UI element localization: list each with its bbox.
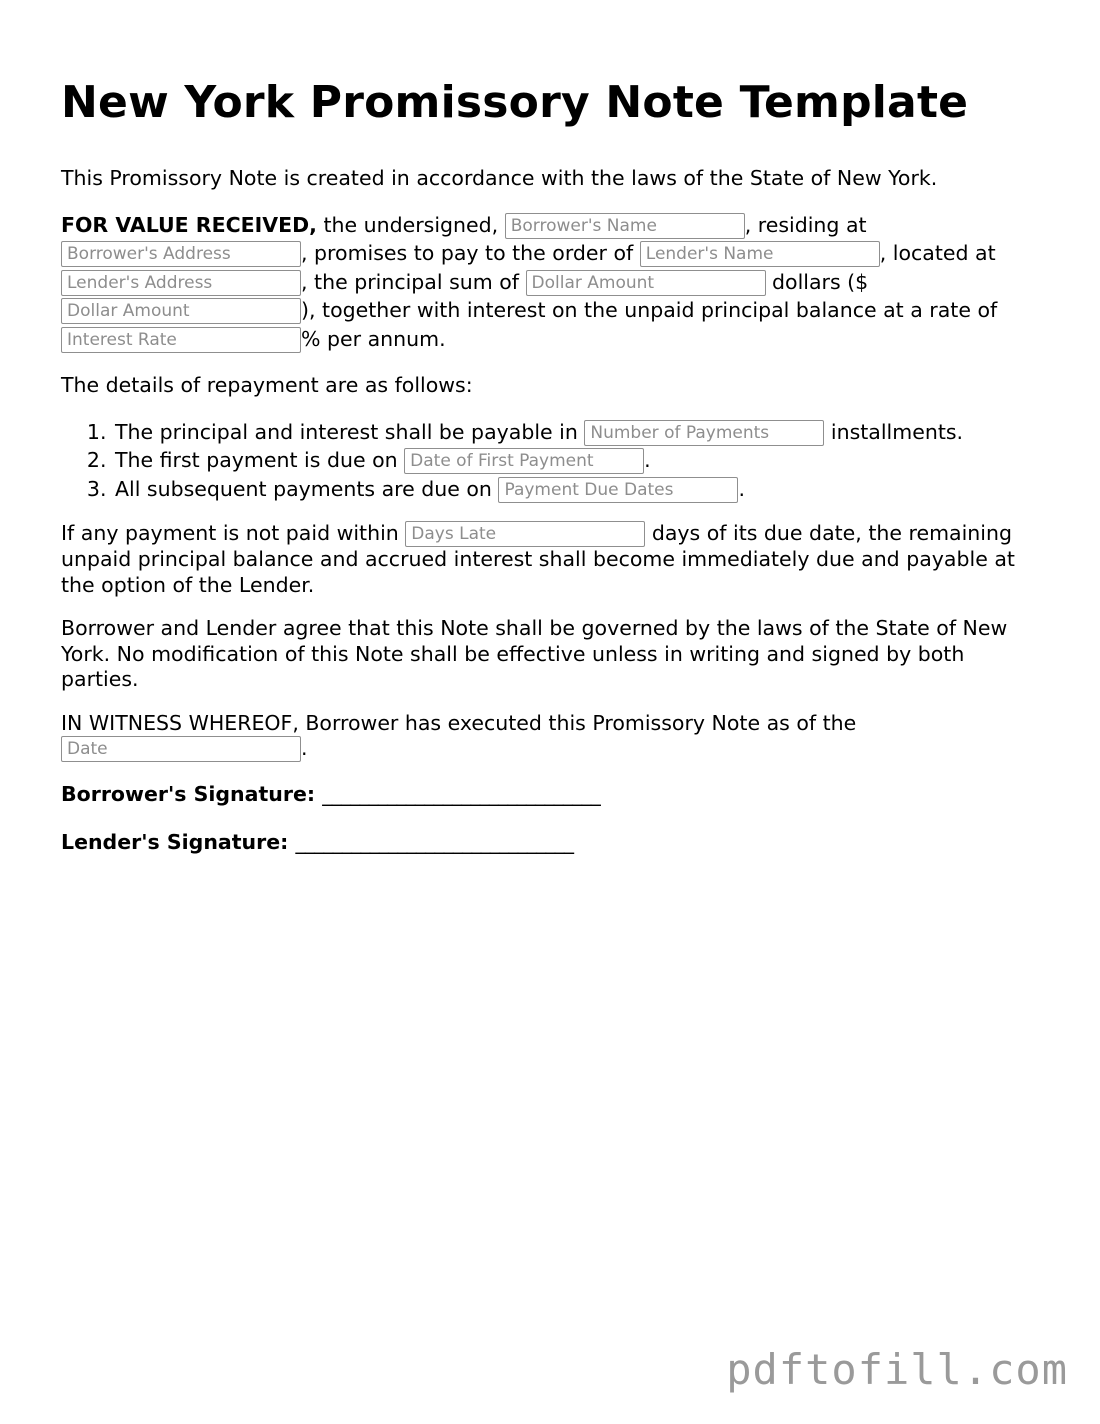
- first-payment-date-input[interactable]: [404, 448, 644, 474]
- intro-paragraph: This Promissory Note is created in accordance with the laws of the State of New York.: [61, 166, 938, 190]
- borrower-name-input[interactable]: [505, 213, 745, 239]
- text-segment: the undersigned,: [316, 212, 505, 237]
- text-segment: , located at: [879, 241, 996, 265]
- text-segment: IN WITNESS WHEREOF, Borrower has executed this Promissory Note as of the: [61, 710, 857, 735]
- lender-signature-label: Lender's Signature:: [61, 830, 289, 854]
- list-item: [113, 418, 1041, 447]
- text-segment: days of its due date, the remaining unpaid principal balance and accrued interest shall become immediately due and payable at the option of the Lender.: [61, 521, 1015, 597]
- watermark: pdftofill.com: [726, 1345, 1068, 1394]
- witness-paragraph: [61, 711, 1041, 763]
- text-segment: .: [301, 736, 308, 760]
- text-segment: % per annum.: [301, 326, 446, 351]
- text-segment: installments.: [824, 419, 964, 444]
- lender-address-input[interactable]: [61, 270, 301, 296]
- text-segment: , the principal sum of: [301, 269, 526, 294]
- text-segment: , residing at: [744, 212, 867, 237]
- list-item: [113, 475, 1041, 504]
- document: [61, 74, 1041, 876]
- borrower-signature: [61, 780, 1041, 808]
- date-input[interactable]: [61, 736, 301, 762]
- document-title: New York Promissory Note Template: [61, 77, 969, 128]
- text-segment: ), together with interest on the unpaid principal balance at a rate of: [301, 298, 998, 322]
- text-segment: dollars ($: [765, 269, 869, 294]
- dollar-amount-words-input[interactable]: [526, 270, 766, 296]
- borrower-signature-line[interactable]: ______________________________: [322, 782, 600, 806]
- lender-signature-line[interactable]: ______________________________: [295, 830, 574, 854]
- lender-signature: [61, 828, 1041, 856]
- payment-due-dates-input[interactable]: [498, 477, 738, 503]
- borrower-address-input[interactable]: [61, 241, 301, 267]
- number-of-payments-input[interactable]: [584, 420, 824, 446]
- interest-rate-input[interactable]: [61, 327, 301, 353]
- borrower-signature-label: Borrower's Signature:: [61, 782, 316, 806]
- text-segment: .: [644, 448, 651, 472]
- governing-law-paragraph: Borrower and Lender agree that this Note shall be governed by the laws of the State of New York. No modification of this Note shall be effective unless in writing and signed by both parties.: [61, 616, 1008, 691]
- late-payment-paragraph: [61, 521, 1041, 598]
- days-late-input[interactable]: [405, 521, 645, 547]
- value-received-paragraph: [61, 211, 1041, 354]
- list-item: [113, 446, 1041, 475]
- text-segment: All subsequent payments are due on: [115, 476, 499, 501]
- text-segment: The principal and interest shall be payable in: [115, 419, 585, 444]
- text-segment: The first payment is due on: [115, 448, 405, 472]
- lender-name-input[interactable]: [640, 241, 880, 267]
- repayment-heading: The details of repayment are as follows:: [61, 373, 473, 397]
- value-received-label: FOR VALUE RECEIVED,: [61, 212, 317, 237]
- text-segment: , promises to pay to the order of: [301, 241, 640, 265]
- text-segment: .: [738, 476, 745, 501]
- text-segment: If any payment is not paid within: [61, 521, 406, 545]
- dollar-amount-input[interactable]: [61, 298, 301, 324]
- repayment-list: [61, 418, 1041, 504]
